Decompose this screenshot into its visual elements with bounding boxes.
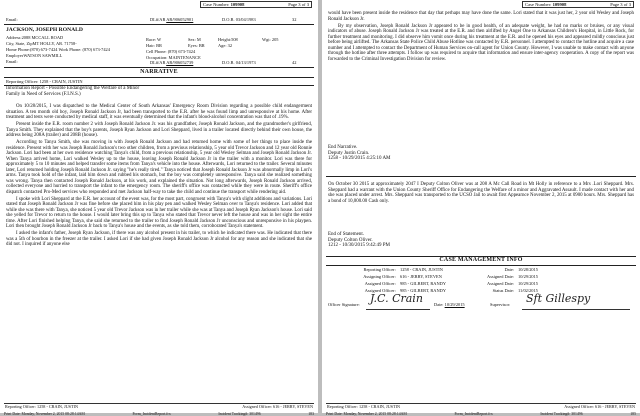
divider (4, 77, 314, 78)
dl-value: AR/906052901 (166, 17, 194, 22)
eyes: Eyes: BR (188, 43, 205, 48)
age-value: 32 (292, 17, 297, 22)
divider (326, 176, 636, 177)
narrative-title: NARRATIVE (140, 69, 178, 75)
footer-print-date: Print Date: Monday, November 2, 2015 08:28:14AM (4, 412, 85, 416)
arrest-statement (328, 182, 634, 206)
signature-line (366, 309, 430, 310)
end-statement-line: End of Statement. (328, 232, 364, 237)
case-mgmt-date-label: Assigned Date: (487, 274, 514, 279)
end-narrative-line: Deputy Justin Crain. (328, 150, 370, 156)
divider (326, 265, 636, 266)
person-age-value: 42 (292, 60, 297, 65)
supervisor-label: Supervisor: (490, 302, 511, 307)
email-label: Email: (6, 17, 18, 22)
narrative-paragraph: I asked the infant's father, Joseph Ryan Jackson, if there was any alcohol present in his trailer, to which he indicated there was. He indicated that there was a 5th of bourbon in the freezer at the trailer. I asked Lori if she had given Joseph Ronald Jackson Jr alcohol for any reason and she indicated that she did not. I inquired if anyone else (6, 231, 312, 248)
sex: Sex: M (188, 37, 201, 42)
footer-reporting: Reporting Officer: 1258 - CRAIN, JUSTIN (327, 404, 400, 409)
phones-line: Home Phone:(870) 673-7424 Work Phone: (870) 673-7424 (6, 47, 110, 52)
person-dl-label: DL#/AR (150, 60, 166, 65)
footer-assigned: Assigned Officer: 616 - JERRY, STEVEN (564, 404, 635, 409)
footer-meta (4, 412, 314, 416)
signature-line (522, 309, 630, 310)
dl-label: DL#/AR (150, 17, 166, 22)
case-mgmt-label: Assigned Officer: (364, 288, 396, 293)
narrative-paragraph: would have been present inside the residence that day that perhaps may have done the same. Lori stated that it was just her, 2 year old Wesley and Joseph Ronald Jackson Jr. (328, 11, 634, 22)
footer-meta (326, 412, 636, 416)
occupation: Occupation: MAINTENANCE (146, 55, 201, 60)
case-mgmt-label: Assigning Officer: (363, 274, 396, 279)
narrative-paragraph: Present inside the E.R. room number 2 with Joseph Ronald Jackson Jr. was his grandfather, Joseph Ronald Jackson, and the grandmother's girlfriend, Tanya Smith. They explained that the boy's parents, Joseph Ryan Jackson and Lori Sheppard, lived in a trailer located directly behind their own house, the address being 208A (trailer) and 208B (house). (6, 122, 312, 139)
narrative-paragraph: I spoke with Lori Sheppard at the E.R. her account of the event was, for the most part, congruent with Tanya's with slight additions and variations. Lori stated that Joseph Ronald Jackson Jr was fine before she placed him in his play pen and walked Wesley Selman over to Tanya's residence. Lori added that while she was there with Tanya, she noticed 5 year old Trevor Jackson was in her trailer while she was at Tanya and Joseph Ryan Jackson's house. Lori said she yelled for Trevor to return to the house. I would later bring this up to Tanya who stated that Trevor never left the house and was in her sight the entire time. After Lori finished helping Tanya, she said she returned to the trailer to find Joseph Ronald Jackson Jr unconscious and unresponsive in his playpen. Lori then brought Joseph Ronald Jackson Jr back to Tanya's house and the events, as she told them, corroborated Tanya's statement. (6, 196, 312, 230)
age: Age: 32 (218, 43, 233, 48)
supervisor-signature: Sft Gillespy (526, 292, 591, 305)
end-statement-line: 1212 - 10/30/2015 9:42:49 PM (328, 243, 390, 249)
person-dob-value: 04/13/1973 (235, 60, 256, 65)
race: Race: W (146, 37, 162, 42)
dob-value: 03/04/1983 (235, 17, 256, 22)
cell-phone: Cell Phone: (870) 673-7424 (146, 49, 196, 54)
page-footer (4, 403, 314, 411)
footer-sheet: 183 (308, 412, 314, 416)
case-mgmt-date-label: Status Date: (492, 288, 514, 293)
footer-print-date: Print Date: Monday, November 2, 2015 08:28:14AM (326, 412, 407, 416)
report-page-right (322, 0, 640, 416)
divider (4, 24, 314, 25)
divider (4, 67, 314, 68)
signature-date: 10/29/2015 (444, 302, 465, 307)
person-dl-row (150, 60, 193, 65)
footer-assigned: Assigned Officer: 616 - JERRY, STEVEN (242, 404, 313, 409)
person-name: JACKSON, JOSEPH RONALD (6, 27, 83, 33)
case-mgmt-date: 10/29/2015 (518, 274, 539, 279)
case-mgmt-date: 10/28/2015 (518, 267, 539, 272)
case-mgmt-value: 985 - GILBERT, RANDY (400, 281, 446, 286)
dob-label: D.O.B. (222, 17, 235, 22)
weight: Wgt: 205 (262, 37, 279, 42)
narrative-continued (328, 11, 634, 64)
footer-form: Form_IncidentReport.frx (454, 412, 493, 416)
dob-row (222, 17, 256, 22)
case-number: 109908 (230, 2, 245, 7)
case-mgmt-row (322, 274, 640, 281)
case-mgmt-value: 1258 - CRAIN, JUSTIN (400, 267, 443, 272)
employer-line: EmployerWATSON SAWMILL (6, 53, 63, 58)
case-mgmt-row (322, 281, 640, 288)
narrative-paragraph: According to Tanya Smith, she was moving in with Joseph Ronald Jackson and had returned home with some of her things to place inside the residence. Present with her was Joseph Ronald Jackson's two other children, from a previous relationship, 5 year old Trevor Jackson and 12 year old Ronnie Jackson. Lori had been at her own residence watching Tanya's child, from a previous relationship, 5 year old Wesley Selman and Joseph Ronald Jackson Jr. When Tanya arrived home, Lori walked Wesley up to the house, leaving Joseph Ronald Jackson Jr in the trailer with a monitor. Lori was there for approximately 5 to 10 minutes and helped transfer some items from Tanya's vehicle into the house. Afterwards, Lori returned to the trailer. Several minutes later, Lori returned holding Joseph Ronald Jackson Jr. saying "he's really tired." Tanya noticed that Joseph Ronald Jackson Jr was abnormally limp in Lori's arms. Tanya took hold of the infant, laid him down and rubbed his stomach, but the boy was completely unresponsive. Tanya said she realized something was wrong. Tanya then contacted Joseph Ronald Jackson, at his work, and explained the situation. Not long afterwards, Joseph Ronald Jackson arrived, collected everyone and hurried to transport the infant to the emergency room. The sheriff's office was contacted while they were in route. Sheriff's office dispatch contacted Pro-Med services who responded and met Jackson half-way to take the child and continue the transport while rendering aid. (6, 140, 312, 195)
case-mgmt-label: Reporting Officer: (363, 267, 396, 272)
person-email-label: Email: (6, 59, 18, 64)
officer-signature: J.C. Crain (370, 292, 423, 305)
page-number: Page 3 of 3 (610, 2, 631, 7)
footer-tracking: Incident Tracking#: 301496 (540, 412, 583, 416)
end-narrative-block (328, 145, 391, 162)
case-number-box (200, 1, 312, 8)
case-mgmt-date-label: Assigned Date: (487, 281, 514, 286)
case-number: 109908 (552, 2, 567, 7)
info-line-2: Family in Need of Services (F.I.N.S.) (6, 92, 81, 97)
narrative-paragraph: On 10/28/2015, I was dispatched to the Medical Center of South Arkansas' Emergency Room Division regarding a possible child endangerment situation. A ten month old boy, Joseph Ronald Jackson Jr, had been transported to the E.R. after he was found limp and unresponsive at his home. After treatment and tests were conducted by medical staff, it was eventually determined that the infant's blood-alcohol concentration was that of .19%. (6, 104, 312, 120)
footer-form: Form_IncidentReport.frx (132, 412, 171, 416)
person-dob-row (222, 60, 256, 65)
reporting-officer: Reporting Officer: 1258 - CRAIN, JUSTIN (6, 79, 83, 84)
case-mgmt-row (322, 267, 640, 274)
narrative-body (6, 104, 312, 401)
case-mgmt-value: 985 - GILBERT, RANDY (400, 288, 446, 293)
info-line-1: Information Report - Possible Endangering the Welfare of a Minor (6, 86, 140, 91)
footer-tracking: Incident Tracking#: 301496 (218, 412, 261, 416)
address-line: Address:2088 MCCALL ROAD (6, 35, 64, 40)
case-number-box (522, 1, 634, 8)
dl-row (150, 17, 193, 22)
case-mgmt-date: 10/29/2015 (518, 281, 539, 286)
page-number: Page 3 of 3 (288, 2, 309, 7)
footer-reporting: Reporting Officer: 1258 - CRAIN, JUSTIN (5, 404, 78, 409)
case-number-label: Case Number: (203, 2, 230, 7)
person-dl-value: AR/906052739 (166, 60, 194, 65)
footer-sheet: 185 (630, 412, 636, 416)
arrest-paragraph: On October 30 2015 at approximately 2047 I Deputy Colton Oliver was at 208 A Mc Call Road in Mt Holly in reference to a Mrs .Lori Sheppard. Mrs. Sheppard had a warrant with the Union County Sheriff Office for Endangering the Welfare of a minor and Aggravated Assault. I made contact with her and she was placed under arrest. Mrs. Sheppard was transported to the UCSO Jail to await first Appearnce November 2, 2015 at 0900 hours. Mrs. Sheppard has a bond of 10,000.00 Cash only. (328, 182, 634, 204)
person-dob-label: D.O.B. (222, 60, 235, 65)
case-mgmt-date-label: Date: (504, 267, 514, 272)
case-number-label: Case Number: (525, 2, 552, 7)
report-page-left (0, 0, 318, 416)
case-mgmt-value: 616 - JERRY, STEVEN (400, 274, 442, 279)
end-narrative-line: End Narrative. (328, 145, 358, 150)
end-narrative-line: 1258 - 10/29/2015 4:25:10 AM (328, 156, 391, 162)
case-mgmt-date: 11/02/2015 (518, 288, 538, 293)
page-footer (326, 403, 636, 411)
officer-signature-label: Officer Signature: (328, 302, 360, 307)
case-mgmt-label: Assigned Officer: (364, 281, 396, 286)
city-line: City, State, ZipMT HOLLY, AR. 71758- (6, 41, 77, 46)
hair: Hair: BR (146, 43, 162, 48)
signature-date-row (434, 302, 465, 307)
end-statement-block (328, 232, 390, 249)
narrative-paragraph: By my observation, Joseph Ronald Jackson Jr appeared to be in good health, of an adequate weight, he had no marks or bruises, or any visual indicators of abuse. Joseph Ronald Jackson Jr was treated at the E.R. and then airlifted by Angel One to Arkansas Children's Hospital, in Little Rock, for further treatment and monitoring. I did observe him vomit once during his treatment at the E.R. and he opened his eyes and appeared mildly conscious just before being airlifted. The Arkansas State Police Child Abuse Hotline was contacted by E.R. personnel. I attempted to contact the hotline and acquire a case number and I attempted to contact the Department of Human Services on-call agent for Union County. However, I was unable to make contact with anyone through the hotline after three attempts. I follow up was required to acquire that information and ensure inter-agency cooperation. A copy of the report was forwarded to the Criminal Investigation Division for review. (328, 23, 634, 62)
signature-date-label: Date: (434, 302, 444, 307)
end-statement-line: Deputy Colton Oliver. (328, 237, 373, 243)
case-management-table (322, 267, 640, 295)
height: Height:508 (218, 37, 238, 42)
case-management-title: CASE MANAGEMENT INFO (439, 257, 523, 263)
